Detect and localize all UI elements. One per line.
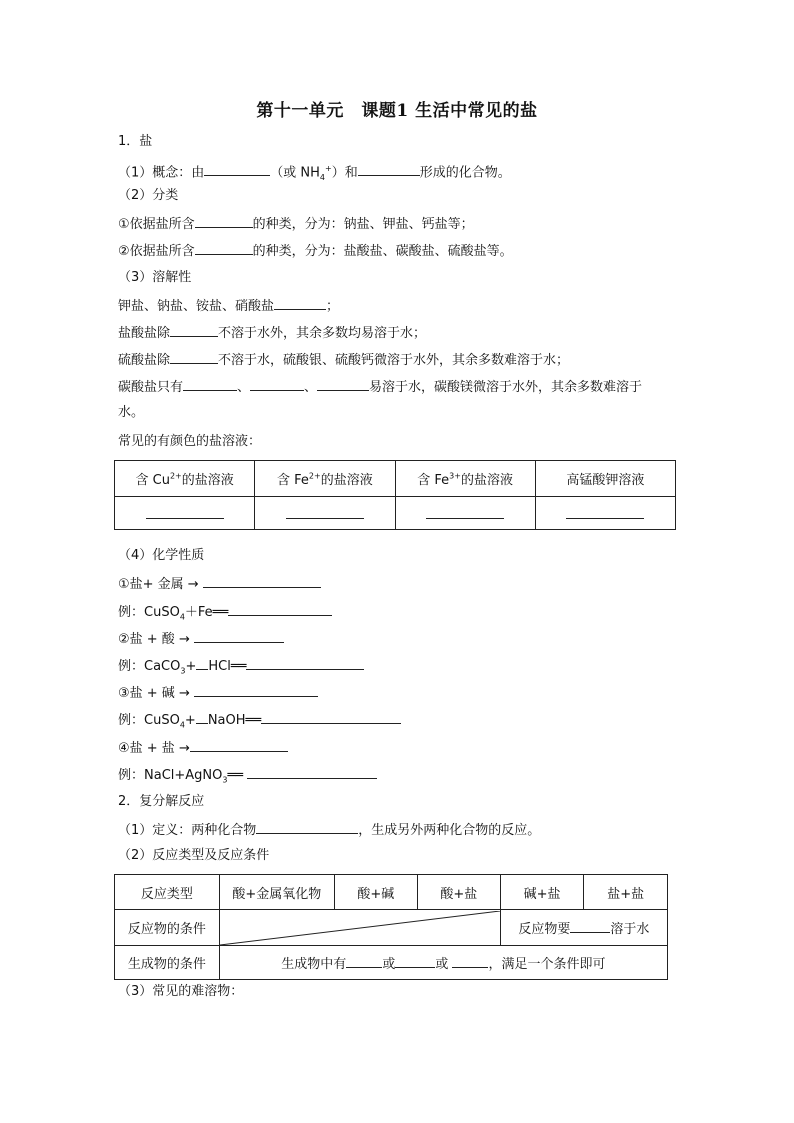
text: 生成物中有	[281, 957, 347, 972]
blank	[170, 349, 218, 364]
table-cell	[255, 497, 395, 530]
superscript: 2+	[308, 471, 321, 481]
table-cell: 酸+碱	[334, 875, 417, 910]
text: ③盐 + 碱 →	[118, 686, 190, 701]
blank	[358, 161, 420, 176]
subscript: 3	[180, 666, 186, 676]
text: +	[184, 713, 196, 728]
section-heading-salt: 1．盐	[118, 134, 153, 149]
text: ══	[227, 768, 244, 783]
text: 含 Fe	[417, 473, 450, 488]
text: 例：CaCO	[118, 659, 181, 674]
blank	[196, 655, 208, 670]
table-cell: 酸+金属氧化物	[219, 875, 334, 910]
blank	[194, 628, 284, 643]
concept-text: （或 NH	[270, 165, 320, 181]
diagonal-cell	[219, 910, 500, 946]
blank	[194, 682, 318, 697]
text: 硫酸盐除	[118, 353, 171, 368]
text: 不溶于水，硫酸银、硫酸钙微溶于水外，其余多数难溶于水；	[218, 353, 570, 368]
text: 的盐溶液	[320, 473, 373, 488]
text: 、	[237, 380, 251, 395]
definition-line	[118, 819, 540, 841]
table-cell	[535, 497, 675, 530]
text: 的盐溶液	[460, 473, 513, 488]
table-row	[115, 875, 668, 910]
blank	[195, 213, 253, 228]
text: ；	[326, 299, 340, 314]
text: 例：CuSO	[118, 713, 180, 728]
concept-line	[118, 159, 511, 188]
text: ，满足一个条件即可	[488, 957, 606, 972]
example-4	[118, 764, 377, 791]
solubility-line-4-cont: 水。	[118, 405, 145, 420]
table-cell	[500, 910, 667, 946]
blank	[286, 504, 364, 519]
table-cell: 反应类型	[115, 875, 220, 910]
text: 溶于水	[610, 922, 650, 937]
table-cell: 盐+盐	[584, 875, 668, 910]
text: ，生成另外两种化合物的反应。	[358, 823, 541, 838]
classify-heading: （2）分类	[118, 188, 179, 203]
table-cell: 碱+盐	[500, 875, 584, 910]
text: 的种类，分为：钠盐、钾盐、钙盐等；	[252, 217, 474, 232]
text: 含 Fe	[277, 473, 309, 488]
solubility-line-3	[118, 349, 569, 371]
blank	[317, 376, 369, 391]
text: NaOH══	[207, 713, 262, 728]
blank	[261, 709, 401, 724]
subscript: 4	[179, 612, 185, 622]
text: 的盐溶液	[181, 473, 234, 488]
blank	[256, 819, 358, 834]
blank	[146, 504, 224, 519]
text: HCl══	[208, 659, 247, 674]
example-1	[118, 601, 332, 628]
text: 含 Cu	[135, 473, 170, 488]
text: 例：CuSO	[118, 605, 180, 620]
reaction-3	[118, 682, 318, 704]
classify-item-1	[118, 213, 474, 235]
section-heading-double-decomposition: 2．复分解反应	[118, 794, 205, 809]
blank	[196, 709, 208, 724]
text: 反应物要	[518, 922, 571, 937]
example-2	[118, 655, 364, 682]
text: ＋Fe══	[184, 605, 229, 620]
reaction-4	[118, 737, 288, 759]
table-row	[115, 946, 668, 980]
text: 或	[435, 957, 449, 972]
table-cell	[395, 497, 535, 530]
blank	[395, 953, 435, 968]
superscript: +	[325, 164, 332, 173]
blank	[183, 376, 237, 391]
blank	[204, 161, 270, 176]
superscript: 3+	[449, 471, 461, 481]
concept-text: ）和	[331, 165, 358, 181]
table-row	[115, 461, 676, 497]
text: ④盐 + 盐 →	[118, 741, 190, 756]
blank	[203, 573, 321, 588]
table-cell: 酸+盐	[417, 875, 500, 910]
chem-heading: （4）化学性质	[118, 548, 205, 563]
table-cell	[395, 461, 535, 497]
subscript: 3	[222, 775, 228, 785]
blank	[195, 240, 253, 255]
text: 易溶于水，碳酸镁微溶于水外，其余多数难溶于	[369, 380, 643, 395]
types-heading: （2）反应类型及反应条件	[118, 848, 270, 863]
blank	[246, 655, 364, 670]
blank	[452, 953, 488, 968]
blank	[170, 322, 218, 337]
text: ②依据盐所含	[118, 244, 195, 259]
reaction-2	[118, 628, 284, 650]
text: （1）定义：两种化合物	[118, 823, 257, 838]
text: 钾盐、钠盐、铵盐、硝酸盐	[118, 299, 275, 314]
text: 或	[382, 957, 396, 972]
table-cell	[115, 497, 255, 530]
blank	[228, 601, 332, 616]
reaction-conditions-table	[114, 874, 668, 980]
text: 例：NaCl+AgNO	[118, 768, 223, 783]
blank	[250, 376, 304, 391]
blank	[426, 504, 504, 519]
text: 盐酸盐除	[118, 326, 171, 341]
table-cell	[115, 461, 255, 497]
table-cell	[255, 461, 395, 497]
blank	[566, 504, 644, 519]
text: +	[185, 659, 197, 674]
blank	[274, 295, 326, 310]
text: ②盐 + 酸 →	[118, 632, 190, 647]
concept-text: （1）概念：由	[118, 165, 205, 181]
insoluble-heading: （3）常见的难溶物：	[118, 984, 244, 999]
text: 碳酸盐只有	[118, 380, 184, 395]
text: ①盐+ 金属 →	[118, 577, 199, 592]
superscript: 2+	[169, 471, 182, 481]
page-title: 第十一单元 课题1 生活中常见的盐	[256, 101, 538, 121]
text: 、	[304, 380, 318, 395]
blank	[570, 918, 610, 933]
example-3	[118, 709, 401, 736]
concept-text: 形成的化合物。	[419, 165, 511, 181]
color-caption: 常见的有颜色的盐溶液：	[118, 434, 262, 449]
reaction-1	[118, 573, 321, 595]
diagonal-line	[220, 911, 500, 945]
solubility-line-4	[118, 376, 642, 398]
solubility-line-2	[118, 322, 426, 344]
solubility-heading: （3）溶解性	[118, 270, 192, 285]
text: 的种类，分为：盐酸盐、碳酸盐、硫酸盐等。	[252, 244, 513, 259]
solubility-line-1	[118, 295, 339, 317]
subscript: 4	[179, 720, 185, 730]
text: 不溶于水外，其余多数均易溶于水；	[218, 326, 427, 341]
classify-item-2	[118, 240, 513, 262]
table-row	[115, 910, 668, 946]
blank	[346, 953, 382, 968]
subscript: 4	[319, 172, 326, 182]
blank	[247, 764, 377, 779]
table-cell: 反应物的条件	[115, 910, 220, 946]
table-cell: 高锰酸钾溶液	[535, 461, 675, 497]
table-row	[115, 497, 676, 530]
table-cell	[219, 946, 667, 980]
color-table	[114, 460, 676, 530]
blank	[190, 737, 288, 752]
table-cell: 生成物的条件	[115, 946, 220, 980]
text: ①依据盐所含	[118, 217, 195, 232]
